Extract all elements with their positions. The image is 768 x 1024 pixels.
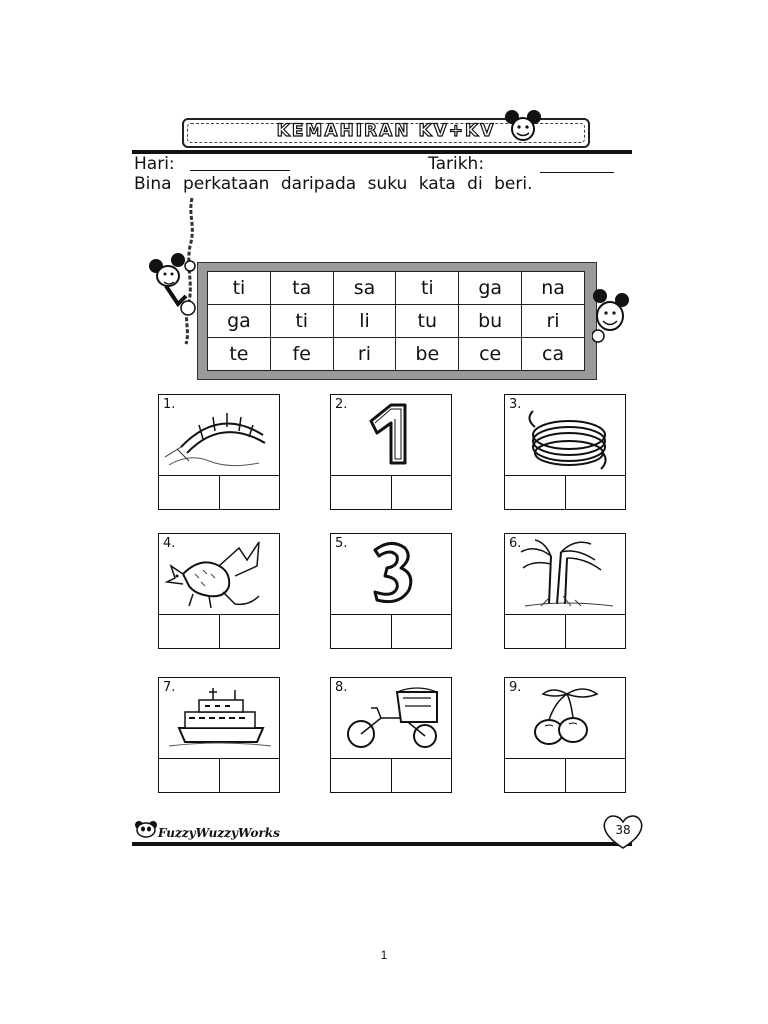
syllable-cell: ta: [270, 272, 333, 305]
brand-label: FuzzyWuzzyWorks: [158, 826, 280, 840]
tarikh-field[interactable]: [540, 172, 614, 173]
answer-boxes[interactable]: [330, 614, 452, 649]
answer-boxes[interactable]: [158, 475, 280, 510]
item-number: 9.: [509, 680, 522, 695]
tarikh-label: Tarikh:: [428, 154, 485, 174]
item-card-3: [504, 394, 626, 511]
worksheet-page-number: 38: [615, 823, 631, 837]
answer-box[interactable]: [331, 475, 392, 509]
bridge-icon: [159, 395, 279, 475]
answer-box[interactable]: [220, 614, 280, 648]
dragon-icon: [159, 534, 279, 614]
item-number: 5.: [335, 536, 348, 551]
item-card-8: [330, 677, 452, 794]
answer-boxes[interactable]: [330, 758, 452, 793]
syllable-cell: na: [522, 272, 585, 305]
answer-box[interactable]: [566, 758, 626, 792]
item-card-4: [158, 533, 280, 650]
worksheet-page-badge: [600, 812, 646, 850]
header-divider: [132, 150, 632, 154]
item-number: 3.: [509, 397, 522, 412]
instruction-text: Bina perkataan daripada suku kata di beri.: [134, 174, 533, 194]
item-card-1: [158, 394, 280, 511]
answer-boxes[interactable]: [504, 475, 626, 510]
answer-box[interactable]: [220, 758, 280, 792]
syllable-cell: be: [396, 338, 459, 371]
answer-box[interactable]: [566, 614, 626, 648]
item-card-7: [158, 677, 280, 794]
cherry-icon: [505, 678, 625, 758]
answer-boxes[interactable]: [504, 614, 626, 649]
item-number: 2.: [335, 397, 348, 412]
panda-icon: [134, 820, 158, 838]
syllable-row: [208, 338, 585, 371]
number-three-icon: [331, 534, 451, 614]
syllable-cell: ti: [270, 305, 333, 338]
rope-coil-icon: [505, 395, 625, 475]
hari-label: Hari:: [134, 154, 175, 174]
answer-box[interactable]: [392, 614, 452, 648]
item-card-9: [504, 677, 626, 794]
answer-box[interactable]: [392, 475, 452, 509]
answer-boxes[interactable]: [330, 475, 452, 510]
item-card-2: [330, 394, 452, 511]
item-number: 4.: [163, 536, 176, 551]
item-card-5: [330, 533, 452, 650]
footer-divider: [132, 842, 632, 846]
item-number: 6.: [509, 536, 522, 551]
answer-box[interactable]: [331, 758, 392, 792]
answer-box[interactable]: [505, 758, 566, 792]
answer-box[interactable]: [392, 758, 452, 792]
item-card-6: [504, 533, 626, 650]
answer-box[interactable]: [505, 475, 566, 509]
syllable-cell: te: [208, 338, 271, 371]
syllable-cell: ca: [522, 338, 585, 371]
hari-field[interactable]: [190, 170, 290, 171]
syllable-cell: li: [333, 305, 396, 338]
number-one-icon: [331, 395, 451, 475]
syllable-cell: ti: [208, 272, 271, 305]
answer-box[interactable]: [505, 614, 566, 648]
syllable-cell: fe: [270, 338, 333, 371]
answer-box[interactable]: [159, 614, 220, 648]
worksheet-title: KEMAHIRAN KV+KV: [276, 121, 496, 141]
answer-box[interactable]: [220, 475, 280, 509]
answer-box[interactable]: [566, 475, 626, 509]
syllable-cell: bu: [459, 305, 522, 338]
answer-box[interactable]: [331, 614, 392, 648]
document-page-number: 1: [380, 948, 388, 962]
syllable-cell: sa: [333, 272, 396, 305]
syllable-row: [208, 305, 585, 338]
answer-boxes[interactable]: [158, 614, 280, 649]
item-number: 1.: [163, 397, 176, 412]
syllable-cell: ri: [333, 338, 396, 371]
syllable-table: [207, 271, 585, 371]
item-number: 8.: [335, 680, 348, 695]
item-number: 7.: [163, 680, 176, 695]
syllable-cell: ti: [396, 272, 459, 305]
answer-box[interactable]: [159, 758, 220, 792]
answer-boxes[interactable]: [504, 758, 626, 793]
sugarcane-icon: [505, 534, 625, 614]
mouse-ears-icon: [502, 108, 544, 144]
syllable-row: [208, 272, 585, 305]
answer-boxes[interactable]: [158, 758, 280, 793]
trishaw-icon: [331, 678, 451, 758]
ferry-icon: [159, 678, 279, 758]
syllable-table-frame: [197, 262, 597, 380]
answer-box[interactable]: [159, 475, 220, 509]
syllable-cell: ga: [459, 272, 522, 305]
syllable-cell: ga: [208, 305, 271, 338]
syllable-cell: tu: [396, 305, 459, 338]
syllable-cell: ce: [459, 338, 522, 371]
syllable-cell: ri: [522, 305, 585, 338]
mouse-peeking-icon: [592, 286, 632, 344]
